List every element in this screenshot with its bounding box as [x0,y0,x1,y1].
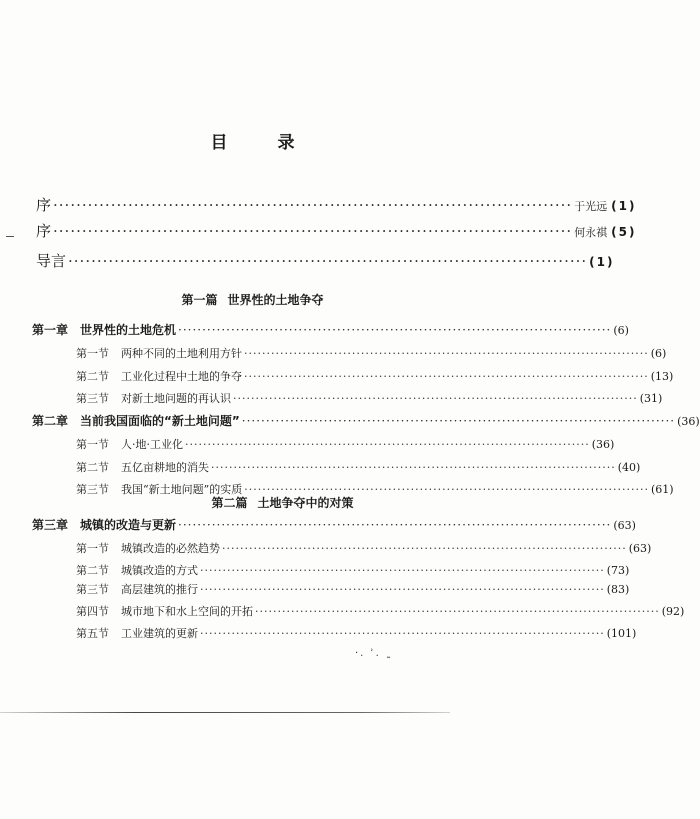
scan-artifact [6,236,14,237]
section-page: (6) [650,347,667,360]
chapter-page: (63) [613,519,636,532]
section-title: 两种不同的土地利用方针 [121,347,242,360]
leader-dots: ·························································································· [244,347,649,360]
section-number: 第三节 [76,483,109,496]
part-heading-1[interactable] [0,291,505,308]
section-number: 第三节 [76,583,109,596]
entry-page: (1) [611,199,637,213]
chapter-title: 当前我国面临的“新土地问题” [80,414,240,428]
section-number: 第一节 [76,438,109,451]
section-number: 第二节 [76,461,109,474]
section-number: 第二节 [76,370,109,383]
entry-label: 序 [36,222,52,240]
chapter-title: 世界性的土地危机 [80,323,177,337]
section-entry-1-2[interactable] [76,368,674,384]
part-number: 第二篇 [211,496,248,510]
page-title: 目 录 [210,133,317,153]
section-title: 人·地·工业化 [121,438,183,451]
section-page: (13) [650,370,674,383]
section-entry-2-2[interactable] [76,459,641,475]
section-number: 第一节 [76,542,109,555]
section-entry-2-1[interactable] [76,436,615,452]
section-title: 城镇改造的必然趋势 [121,542,220,555]
section-number: 第一节 [76,347,109,360]
entry-label: 序 [36,196,52,214]
entry-author: 于光远 [574,200,608,213]
section-number: 第二节 [76,564,109,577]
section-page: (63) [628,542,652,555]
section-title: 对新土地问题的再认识 [121,392,231,405]
chapter-entry-3[interactable] [32,516,636,533]
leader-dots: ·························································································· [53,222,573,240]
chapter-entry-2[interactable] [32,412,700,429]
section-number: 第五节 [76,627,109,640]
section-page: (83) [606,583,630,596]
entry-page: (5) [611,225,637,239]
section-page: (61) [650,483,674,496]
leader-dots: ·························································································· [222,542,627,555]
section-title: 工业建筑的更新 [121,627,198,640]
part-title: 土地争夺中的对策 [257,496,354,510]
part-title: 世界性的土地争夺 [227,293,324,307]
chapter-number: 第三章 [32,518,69,532]
section-number: 第四节 [76,605,109,618]
section-entry-3-1[interactable] [76,540,652,556]
section-entry-1-1[interactable] [76,345,667,361]
section-page: (73) [606,564,630,577]
leader-dots: ·························································································· [200,627,605,640]
section-page: (31) [639,392,663,405]
leader-dots: ·························································································· [241,414,676,428]
section-entry-3-4[interactable] [76,603,685,619]
chapter-number: 第一章 [32,323,69,337]
leader-dots: ·························································································· [200,583,605,596]
section-page: (36) [591,438,615,451]
section-number: 第三节 [76,392,109,405]
chapter-page: (6) [613,324,629,337]
chapter-entry-1[interactable] [32,321,629,338]
section-page: (40) [617,461,641,474]
section-title: 五亿亩耕地的消失 [121,461,209,474]
leader-dots: ·························································································· [185,438,590,451]
entry-label: 导言 [36,252,67,270]
scan-rule [0,712,450,713]
section-entry-3-3[interactable] [76,581,630,597]
ink-smudge: ·. ʾ. ˷ [355,648,393,659]
leader-dots: ·························································································· [244,370,649,383]
part-number: 第一篇 [181,293,218,307]
toc-entry-preface-2[interactable] [36,220,637,241]
section-entry-3-2[interactable] [76,562,630,578]
section-entry-3-5[interactable] [76,625,637,641]
entry-author: 何永祺 [574,226,608,239]
leader-dots: ·························································································· [244,483,649,496]
section-entry-1-3[interactable] [76,390,663,406]
leader-dots: ·························································································· [200,564,605,577]
chapter-number: 第二章 [32,414,69,428]
leader-dots: ·························································································· [178,323,612,337]
section-title: 工业化过程中土地的争夺 [121,370,242,383]
toc-entry-preface-1[interactable] [36,194,637,215]
section-page: (92) [661,605,685,618]
part-heading-2[interactable] [60,494,505,511]
chapter-page: (36) [677,415,700,428]
leader-dots: ·························································································· [211,461,616,474]
section-title: 高层建筑的推行 [121,583,198,596]
section-title: 城市地下和水上空间的开拓 [121,605,253,618]
leader-dots: ·························································································· [68,252,588,270]
leader-dots: ·························································································· [233,392,638,405]
chapter-title: 城镇的改造与更新 [80,518,177,532]
leader-dots: ·························································································· [53,196,573,214]
section-title: 城镇改造的方式 [121,564,198,577]
toc-entry-introduction[interactable] [36,250,615,271]
leader-dots: ·························································································· [178,518,612,532]
entry-page: (1) [589,255,615,269]
section-page: (101) [606,627,637,640]
section-title: 我国“新土地问题”的实质 [121,483,243,496]
leader-dots: ·························································································· [255,605,660,618]
